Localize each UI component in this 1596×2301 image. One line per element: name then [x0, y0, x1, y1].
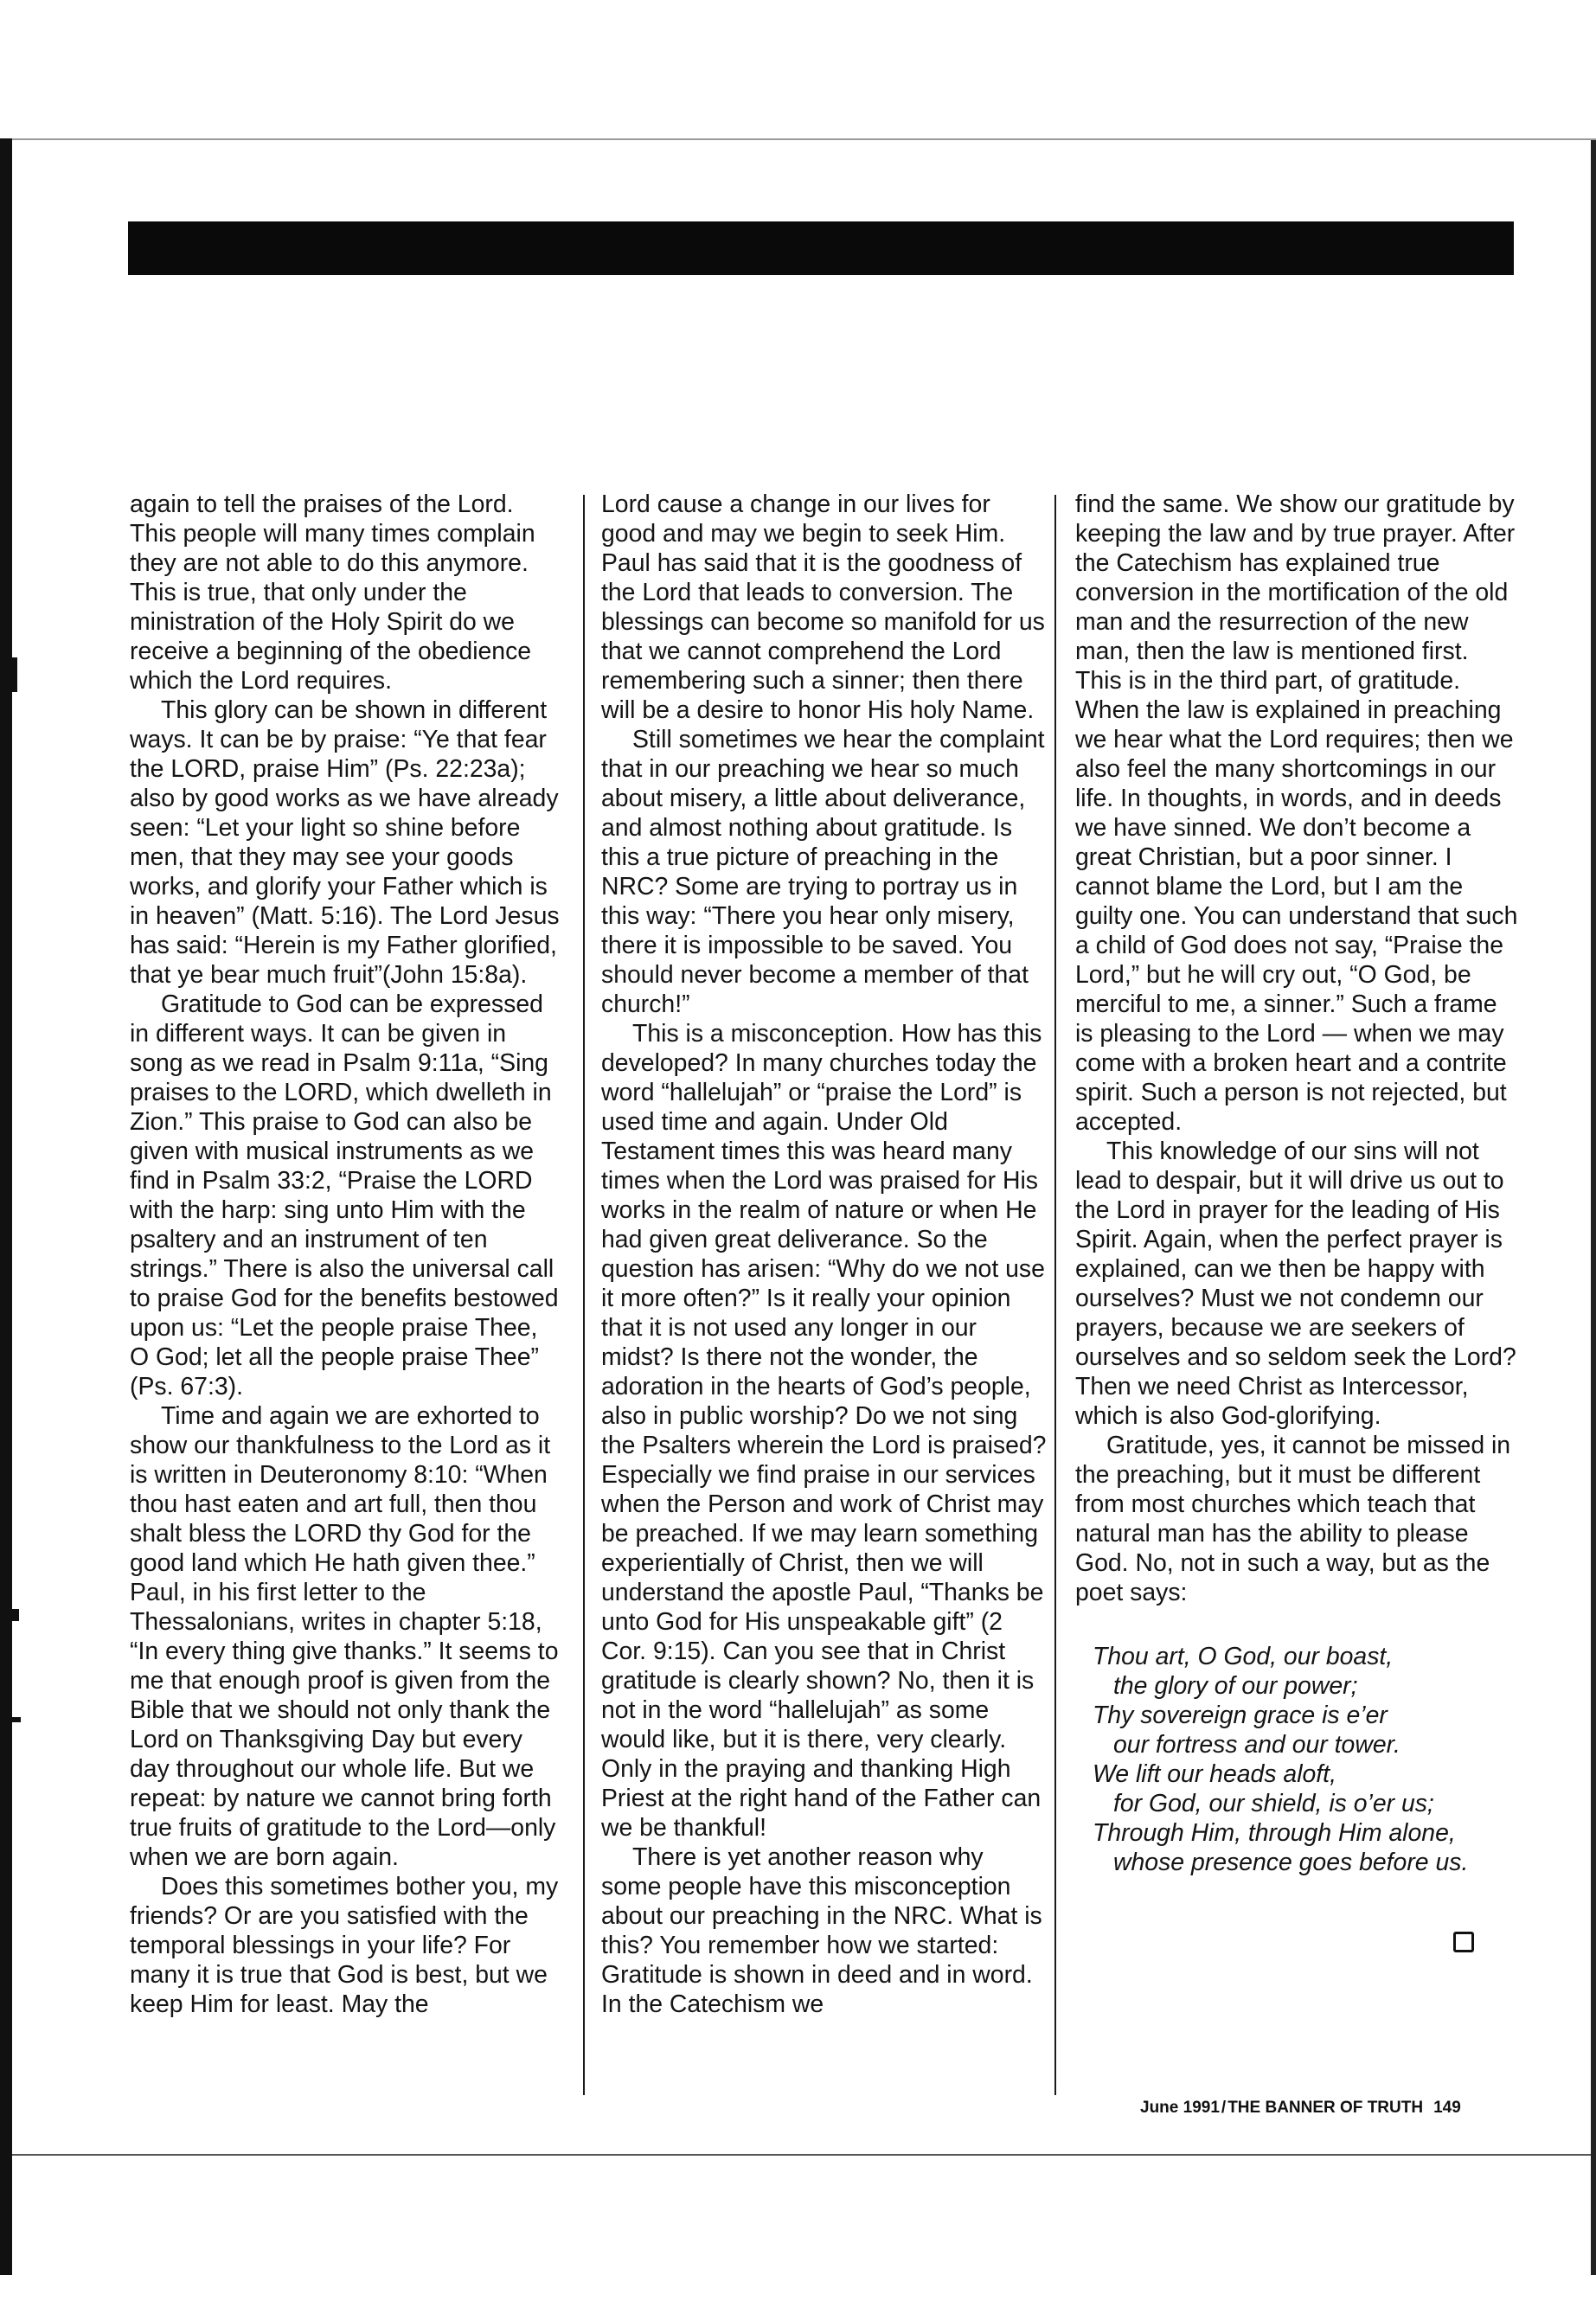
text-column-3 — [1075, 490, 1521, 1877]
scan-right-edge — [1591, 138, 1596, 2275]
paragraph: find the same. We show our gratitude by keeping the law and by true prayer. After the Catechism has explained true conversion in the mortification of the old man and the resurrection of the new man, then the law is mentioned first. This is in the third part, of gratitude. When the law is explained in preaching we hear what the Lord requires; then we also feel the many shortcomings in our life. In thoughts, in words, and in deeds we have sinned. We don’t become a great Christian, but a poor sinner. I cannot blame the Lord, but I am the guilty one. You can understand that such a child of God does not say, “Praise the Lord,” but he will cry out, “O God, be merciful to me, a sinner.” Such a frame is pleasing to the Lord — when we may come with a broken heart and a contrite spirit. Such a person is not rejected, but accepted. — [1075, 490, 1518, 1136]
poem-line: the glory of our power; — [1113, 1672, 1358, 1700]
scan-mark — [12, 1609, 19, 1621]
paragraph: There is yet another reason why some people have this misconception about our preaching in the NRC. What is this? You remember how we started: Gratitude is shown in deed and in word. In the Catechism we — [601, 1843, 1042, 2018]
poem-line: our fortress and our tower. — [1113, 1731, 1401, 1759]
paragraph: again to tell the praises of the Lord. This people will many times complain they are not able to do this anymore. This is true, that only under the ministration of the Holy Spirit do we receive a beginning of the obedience which the Lord requires. — [130, 490, 535, 695]
text-column-1 — [130, 490, 562, 2019]
column-divider — [583, 495, 585, 2095]
paragraph: Lord cause a change in our lives for good and may we begin to seek Him. Paul has said that it is the goodness of the Lord that leads to conversion. The blessings can become so manifold for us that we cannot comprehend the Lord remembering such a sinner; then there will be a desire to honor His holy Name. — [601, 490, 1045, 724]
poem-line: for God, our shield, is o’er us; — [1113, 1790, 1434, 1817]
paragraph: Does this sometimes bother you, my friends? Or are you satisfied with the temporal blessings in your life? For many it is true that God is best, but we keep Him for least. May the — [130, 1873, 559, 2018]
scan-left-edge — [0, 138, 12, 2275]
scan-bottom-edge — [12, 2154, 1591, 2156]
footer-separator: / — [1221, 2099, 1227, 2117]
text-column-2 — [601, 490, 1047, 2019]
end-of-article-box-icon — [1453, 1932, 1474, 1952]
poem-line: Thy sovereign grace is e’er — [1093, 1702, 1388, 1729]
paragraph: This is a misconception. How has this developed? In many churches today the word “hallelujah” or “praise the Lord” is used time and again. Under Old Testament times this was heard many times when the Lord was praised for His works in the realm of nature or when He had given great deliverance. So the question has arisen: “Why do we not use it more often?” Is it really your opinion that it is not used any longer in our midst? Is there not the wonder, the adoration in the hearts of God’s people, also in public worship? Do we not sing the Psalters wherein the Lord is praised? Especially we find praise in our services when the Person and work of Christ may be preached. If we may learn something experientially of Christ, then we will understand the apostle Paul, “Thanks be unto God for His unspeakable gift” (2 Cor. 9:15). Can you see that in Christ gratitude is clearly shown? No, then it is not in the word “hallelujah” as some would like, but it is there, very clearly. Only in the praying and thanking High Priest at the right hand of the Father can we be thankful! — [601, 1020, 1047, 1842]
header-black-bar — [128, 221, 1514, 275]
scan-mark — [12, 657, 17, 692]
footer-date: June 1991 — [1140, 2099, 1220, 2117]
paragraph: This glory can be shown in different ways. It can be by praise: “Ye that fear the LORD, praise Him” (Ps. 22:23a); also by good works as we have already seen: “Let your light so shine before men, that they may see your goods works, and glorify your Father which is in heaven” (Matt. 5:16). The Lord Jesus has said: “Herein is my Father glorified, that ye bear much fruit”(John 15:8a). — [130, 696, 560, 989]
page-footer — [1140, 2099, 1461, 2118]
paragraph: Time and again we are exhorted to show our thankfulness to the Lord as it is written in Deuteronomy 8:10: “When thou hast eaten and art full, then thou shalt bless the LORD thy God for the good land which He hath given thee.” Paul, in his first letter to the Thessalonians, writes in chapter 5:18, “In every thing give thanks.” It seems to me that enough proof is given from the Bible that we should not only thank the Lord on Thanksgiving Day but every day throughout our whole life. But we repeat: by nature we cannot bring forth true fruits of gratitude to the Lord—only when we are born again. — [130, 1402, 559, 1871]
poem-line: We lift our heads aloft, — [1093, 1760, 1336, 1788]
paragraph: This knowledge of our sins will not lead to despair, but it will drive us out to the Lord in prayer for the leading of His Spirit. Again, when the perfect prayer is explained, can we then be happy with ourselves? Must we not condemn our prayers, because we are seekers of ourselves and so seldom seek the Lord? Then we need Christ as Intercessor, which is also God-glorifying. — [1075, 1138, 1516, 1430]
footer-publication: THE BANNER OF TRUTH — [1227, 2099, 1424, 2117]
paragraph: Gratitude, yes, it cannot be missed in the preaching, but it must be different from most churches which teach that natural man has the ability to please God. No, not in such a way, but as the poet says: — [1075, 1432, 1511, 1606]
scan-mark — [12, 1717, 21, 1722]
column-divider — [1054, 495, 1056, 2095]
poem-stanza — [1093, 1642, 1521, 1877]
poem-line: Thou art, O God, our boast, — [1093, 1643, 1394, 1670]
paragraph: Gratitude to God can be expressed in different ways. It can be given in song as we read in Psalm 9:11a, “Sing praises to the LORD, which dwelleth in Zion.” This praise to God can also be given with musical instruments as we find in Psalm 33:2, “Praise the LORD with the harp: sing unto Him with the psaltery and an instrument of ten strings.” There is also the universal call to praise God for the benefits bestowed upon us: “Let the people praise Thee, O God; let all the people praise Thee” (Ps. 67:3). — [130, 990, 559, 1400]
poem-line: whose presence goes before us. — [1113, 1849, 1469, 1876]
poem-line: Through Him, through Him alone, — [1093, 1819, 1456, 1847]
paragraph: Still sometimes we hear the complaint that in our preaching we hear so much about misery, a little about deliverance, and almost nothing about gratitude. Is this a true picture of preaching in the NRC? Some are trying to portray us in this way: “There you hear only misery, there it is impossible to be saved. You should never become a member of that church!” — [601, 726, 1045, 1018]
scan-top-edge — [12, 138, 1596, 140]
page-number: 149 — [1433, 2099, 1461, 2117]
